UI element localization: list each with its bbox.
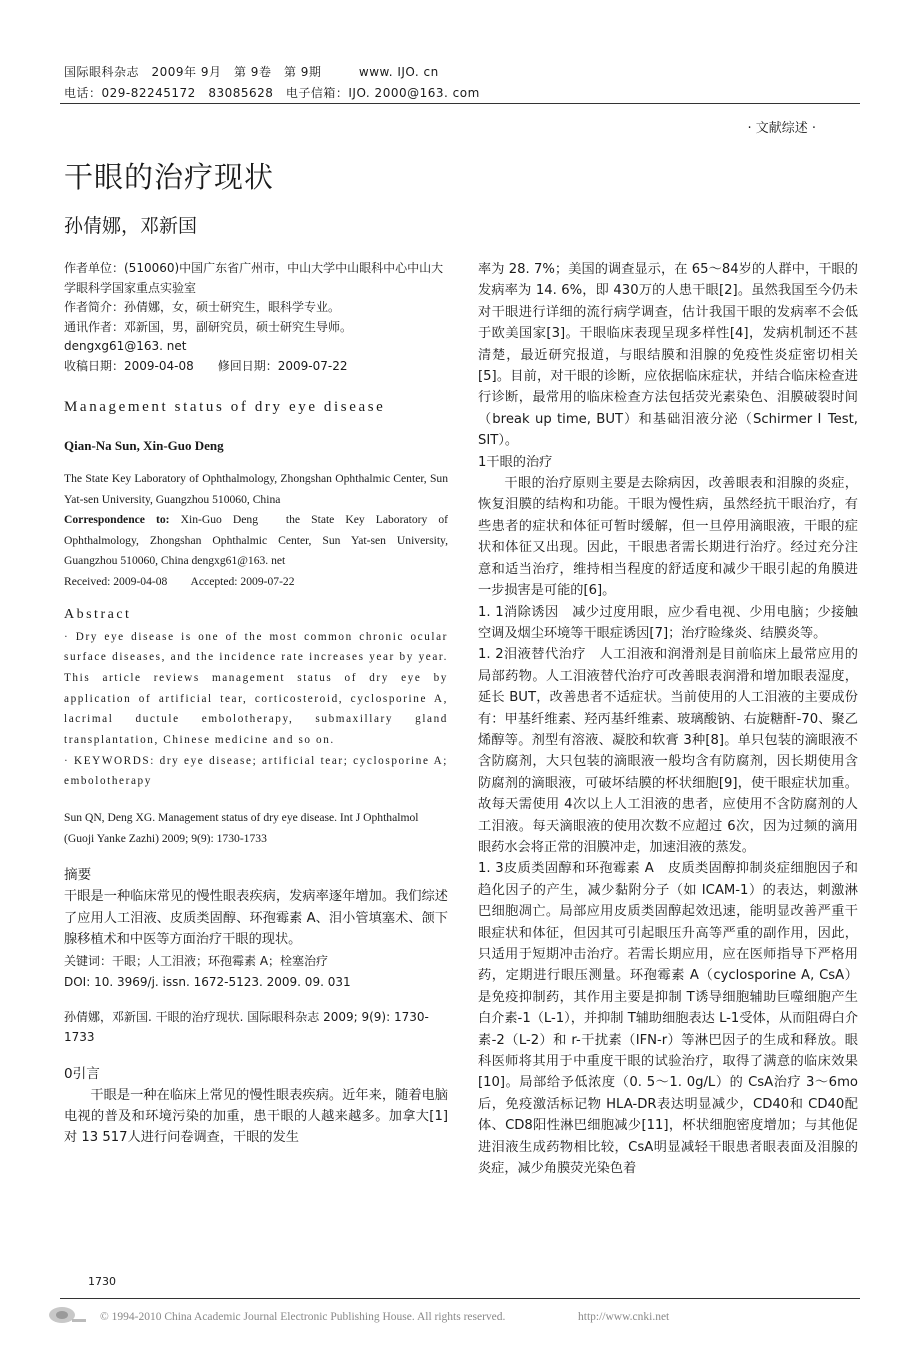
intro-heading: 0引言 — [64, 1065, 100, 1082]
copyright-notice: © 1994-2010 China Academic Journal Electronic Publishing House. All rights reserved. — [100, 1311, 506, 1323]
english-title: Management status of dry eye disease — [64, 399, 386, 415]
doi: DOI: 10. 3969/j. issn. 1672-5123. 2009. 09. 031 — [64, 974, 351, 989]
section-heading-treatment: 1干眼的治疗 — [478, 454, 553, 470]
chinese-keywords: 关键词：干眼；人工泪液；环孢霉素 A；栓塞治疗 — [64, 953, 329, 968]
paragraph-tear-replacement: 1. 2泪液替代治疗 人工泪液和润滑剂是目前临床上最常应用的局部药物。人工泪液替代治疗可改善眼表润滑和增加眼表湿度，延长 BUT，改善患者不适症状。当前使用的人工泪液的主要成份有：甲基纤维素、羟丙基纤维素、玻璃酸钠、右旋糖酐-70、聚乙烯醇等。剂型有溶液、凝胶和软膏 3种[8]。单只包装的滴眼液不含防腐剂，大只包装的滴眼液一般均含有防腐剂，因长期使用含防腐剂的滴眼液，可破坏结膜的杯状细胞[9]，使干眼症状加重。故每天需使用 4次以上人工泪液的患者，应使用不含防腐剂的人工泪液。每天滴眼液的使用次数不应超过 6次，因为过频的滴用眼药水会将正常的泪膜冲走，加速泪液的蒸发。 — [478, 647, 858, 855]
english-authors: Qian-Na Sun, Xin-Guo Deng — [64, 438, 224, 453]
right-column — [478, 259, 858, 1179]
footer-divider — [60, 1298, 860, 1299]
chinese-abstract: 干眼是一种临床常见的慢性眼表疾病，发病率逐年增加。我们综述了应用人工泪液、皮质类固醇、环孢霉素 A、泪小管填塞术、颌下腺移植术和中医等方面治疗干眼的现状。 — [64, 889, 448, 948]
chinese-citation: 孙倩娜，邓新国. 干眼的治疗现状. 国际眼科杂志 2009; 9(9): 1730-1733 — [64, 1009, 429, 1045]
english-correspondence — [64, 510, 448, 572]
article-authors: 孙倩娜，邓新国 — [64, 215, 198, 237]
correspondence-label: Correspondence to: — [64, 513, 170, 527]
english-dates: Received: 2009-04-08 Accepted: 2009-07-22 — [64, 574, 295, 588]
author-brief: 作者简介：孙倩娜，女，硕士研究生，眼科学专业。 — [64, 300, 341, 314]
article-title: 干眼的治疗现状 — [64, 160, 275, 194]
section-tag: · 文献综述 · — [747, 121, 816, 136]
paragraph-epidemiology: 率为 28. 7%；美国的调查显示，在 65～84岁的人群中，干眼的发病率为 14. 6%，即 430万的人患干眼[2]。虽然我国至今仍未对干眼进行详细的流行病学调查，估计我国干眼的发病率不会低于欧美国家[3]。干眼临床表现呈现多样性[4]，发病机制还不甚清楚，最近研究报道，与眼结膜和泪腺的免疫性炎症密切相关[5]。目前，对干眼的诊断，应依据临床症状，并结合临床检查进行诊断，最常用的临床检查方法包括荧光素染色、泪膜破裂时间（break up time, BUT）和基础泪液分泌（Schirmer Ⅰ Test, SⅠT）。 — [478, 262, 858, 449]
header-divider — [60, 103, 860, 104]
journal-contact: 电话：029-82245172 83085628 电子信箱：IJO. 2000@163. com — [64, 86, 480, 100]
english-keywords: · KEYWORDS: dry eye disease; artificial tear; cyclosporine A; embolotherapy — [64, 754, 448, 788]
correspondence-text: Xin-Guo Deng the State Key Laboratory of Ophthalmology, Zhongshan Ophthalmic Center, Sun Yat-sen University, Guangzhou 510060, China dengxg61@163. net — [64, 513, 449, 568]
cnki-logo-icon — [46, 1305, 88, 1325]
corresponding-author: 通讯作者：邓新国，男，副研究员，硕士研究生导师。dengxg61@163. net — [64, 319, 353, 353]
left-column — [64, 259, 448, 1149]
journal-header: 国际眼科杂志 2009年 9月 第 9卷 第 9期 www. IJO. cn — [64, 65, 439, 79]
paragraph-remove-causes: 1. 1消除诱因 减少过度用眼，应少看电视、少用电脑；少接触空调及烟尘环境等干眼症诱因[7]；治疗睑缘炎、结膜炎等。 — [478, 604, 858, 641]
english-abstract: · Dry eye disease is one of the most common chronic ocular surface diseases, and the incidence rate increases year by year. This article reviews management status of dry eye by application of artificial tear, corticosteroid, cyclosporine A, lacrimal ductule embolotherapy, submaxillary gland transplantation, Chinese medicine and so on. — [64, 630, 448, 747]
affiliation: 作者单位：(510060)中国广东省广州市，中山大学中山眼科中心中山大学眼科学国家重点实验室 — [64, 261, 444, 295]
intro-text: 干眼是一种在临床上常见的慢性眼表疾病。近年来，随着电脑电视的普及和环境污染的加重，患干眼的人越来越多。加拿大[1]对 13 517人进行问卷调查，干眼的发生 — [64, 1087, 448, 1146]
received-dates: 收稿日期：2009-04-08 修回日期：2009-07-22 — [64, 358, 348, 373]
english-citation: Sun QN, Deng XG. Management status of dry eye disease. Int J Ophthalmol (Guoji Yanke Zazhi) 2009; 9(9): 1730-1733 — [64, 811, 419, 845]
page-number: 1730 — [88, 1275, 116, 1288]
paragraph-corticosteroid-csa: 1. 3皮质类固醇和环孢霉素 A 皮质类固醇抑制炎症细胞因子和趋化因子的产生，减少黏附分子（如 ICAM-1）的表达，刺激淋巴细胞凋亡。局部应用皮质类固醇起效迅速，能明显改善严重干眼症状和体征，但因其可引起眼压升高等严重的副作用，因此，只适用于短期冲击治疗。若需长期应用，应在医师指导下严格用药，定期进行眼压测量。环孢霉素 A（cyclosporine A, CsA）是免疫抑制药，其作用主要是抑制 T诱导细胞辅助巨噬细胞产生白介素-1（L-1），并抑制 T辅助细胞表达 L-1受体，从而阻碍白介素-2（L-2）和 r-干扰素（IFN-r）等淋巴因子的生成和释放。眼科医师将其用于中重度干眼的试验治疗，取得了满意的临床效果[10]。局部给予低浓度（0. 5～1. 0g/L）的 CsA治疗 3～6mo后，免疫激活标记物 HLA-DR表达明显减少，CD40和 CD40配体、CD8阳性淋巴细胞减少[11]，杯状细胞密度增加；与其他促进泪液生成药物相比较，CsA明显减轻干眼患者眼表面及泪腺的炎症，减少角膜荧光染色着 — [478, 861, 859, 1177]
english-affiliation: The State Key Laboratory of Ophthalmology, Zhongshan Ophthalmic Center, Sun Yat-sen University, Guangzhou 510060, China — [64, 472, 448, 506]
footer-url: http://www.cnki.net — [578, 1311, 670, 1323]
abstract-heading: Abstract — [64, 606, 132, 622]
paragraph-treatment-principle: 干眼的治疗原则主要是去除病因，改善眼表和泪腺的炎症，恢复泪膜的结构和功能。干眼为慢性病，虽然经抗干眼治疗，有些患者的症状和体征可暂时缓解，但一旦停用滴眼液，干眼的症状和体征又出现。因此，干眼患者需长期进行治疗。经过充分注意和适当治疗，维持相当程度的舒适度和减少干眼引起的角膜进一步损害是可能的[6]。 — [478, 476, 858, 599]
chinese-abstract-heading: 摘要 — [64, 867, 92, 884]
